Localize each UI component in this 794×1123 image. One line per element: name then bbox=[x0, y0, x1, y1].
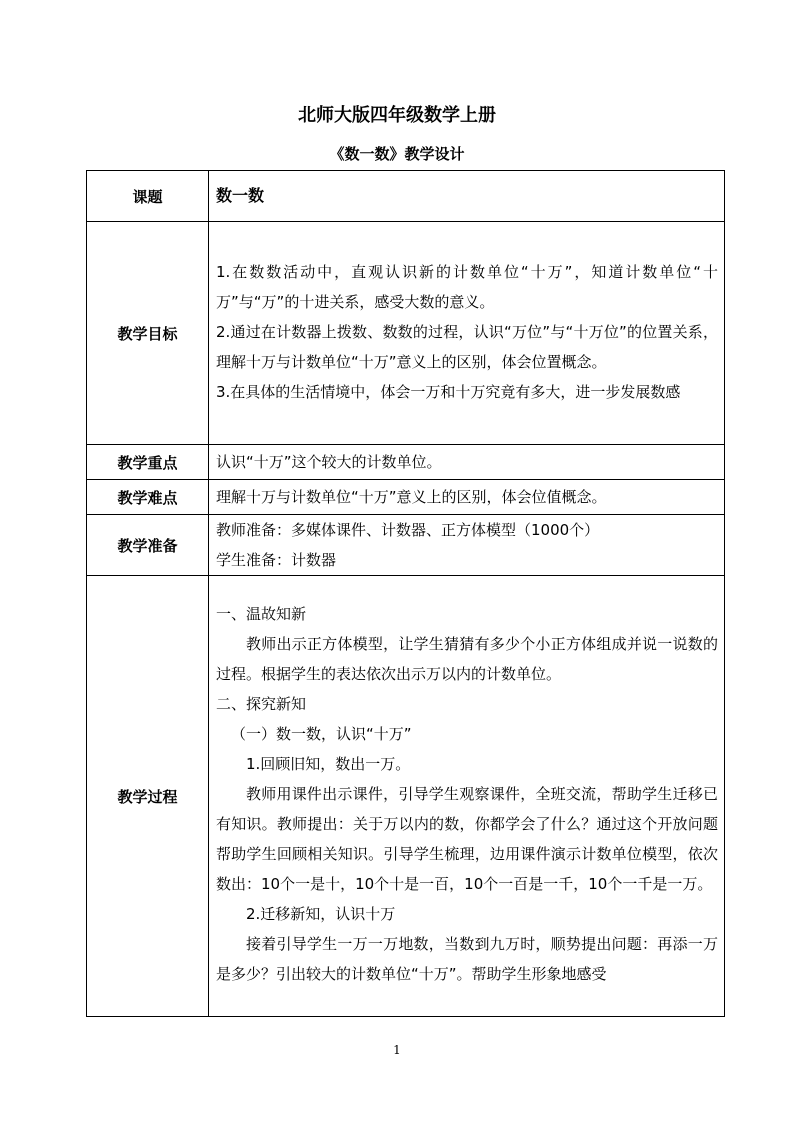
difficulty-value: 理解十万与计数单位“十万”意义上的区别，体会位值概念。 bbox=[209, 480, 725, 515]
process-label: 教学过程 bbox=[87, 576, 209, 1017]
topic-value: 数一数 bbox=[209, 171, 725, 222]
table-row-key-point bbox=[87, 445, 725, 480]
topic-label: 课题 bbox=[87, 171, 209, 222]
key-point-label: 教学重点 bbox=[87, 445, 209, 480]
table-row-goals bbox=[87, 222, 725, 445]
key-point-value: 认识“十万”这个较大的计数单位。 bbox=[209, 445, 725, 480]
document-title: 北师大版四年级数学上册 bbox=[298, 105, 496, 126]
teacher-preparation: 教师准备：多媒体课件、计数器、正方体模型（1000个） bbox=[216, 521, 600, 539]
student-preparation: 学生准备：计数器 bbox=[216, 551, 337, 569]
goal-item: 3.在具体的生活情境中，体会一万和十万究竟有多大，进一步发展数感 bbox=[216, 383, 681, 401]
step-paragraph: 教师用课件出示课件，引导学生观察课件，全班交流，帮助学生迁移已有知识。教师提出：关于万以内的数，你都学会了什么？通过这个开放问题帮助学生回顾相关知识。引导学生梳理，边用课件演示计数单位模型，依次数出：10个一是十，10个十是一百，10个一百是一千，10个一千是一万。 bbox=[216, 785, 718, 893]
table-row-difficulty bbox=[87, 480, 725, 515]
section-heading: 一、温故知新 bbox=[216, 605, 307, 623]
difficulty-label: 教学难点 bbox=[87, 480, 209, 515]
process-content bbox=[209, 576, 725, 1017]
goals-content bbox=[209, 222, 725, 445]
step-heading: 2.迁移新知，认识十万 bbox=[246, 905, 396, 923]
subsection-heading: （一）数一数，认识“十万” bbox=[231, 725, 412, 743]
preparation-content bbox=[209, 515, 725, 576]
step-paragraph: 接着引导学生一万一万地数，当数到九万时，顺势提出问题：再添一万是多少？引出较大的计数单位“十万”。帮助学生形象地感受 bbox=[216, 935, 718, 983]
document-subtitle: 《数一数》教学设计 bbox=[329, 145, 465, 163]
table-row-preparation bbox=[87, 515, 725, 576]
step-heading: 1.回顾旧知，数出一万。 bbox=[246, 755, 411, 773]
page-number: 1 bbox=[393, 1043, 401, 1057]
table-row-process bbox=[87, 576, 725, 1017]
goal-item: 2.通过在计数器上拨数、数数的过程，认识“万位”与“十万位”的位置关系，理解十万与计数单位“十万”意义上的区别，体会位置概念。 bbox=[216, 323, 718, 371]
table-row-topic bbox=[87, 171, 725, 222]
preparation-label: 教学准备 bbox=[87, 515, 209, 576]
section-paragraph: 教师出示正方体模型，让学生猜猜有多少个小正方体组成并说一说数的过程。根据学生的表达依次出示万以内的计数单位。 bbox=[216, 635, 718, 683]
goal-item: 1.在数数活动中，直观认识新的计数单位“十万”，知道计数单位“十万”与“万”的十进关系，感受大数的意义。 bbox=[216, 263, 718, 311]
lesson-plan-table bbox=[86, 170, 725, 1017]
goals-label: 教学目标 bbox=[87, 222, 209, 445]
section-heading: 二、探究新知 bbox=[216, 695, 307, 713]
